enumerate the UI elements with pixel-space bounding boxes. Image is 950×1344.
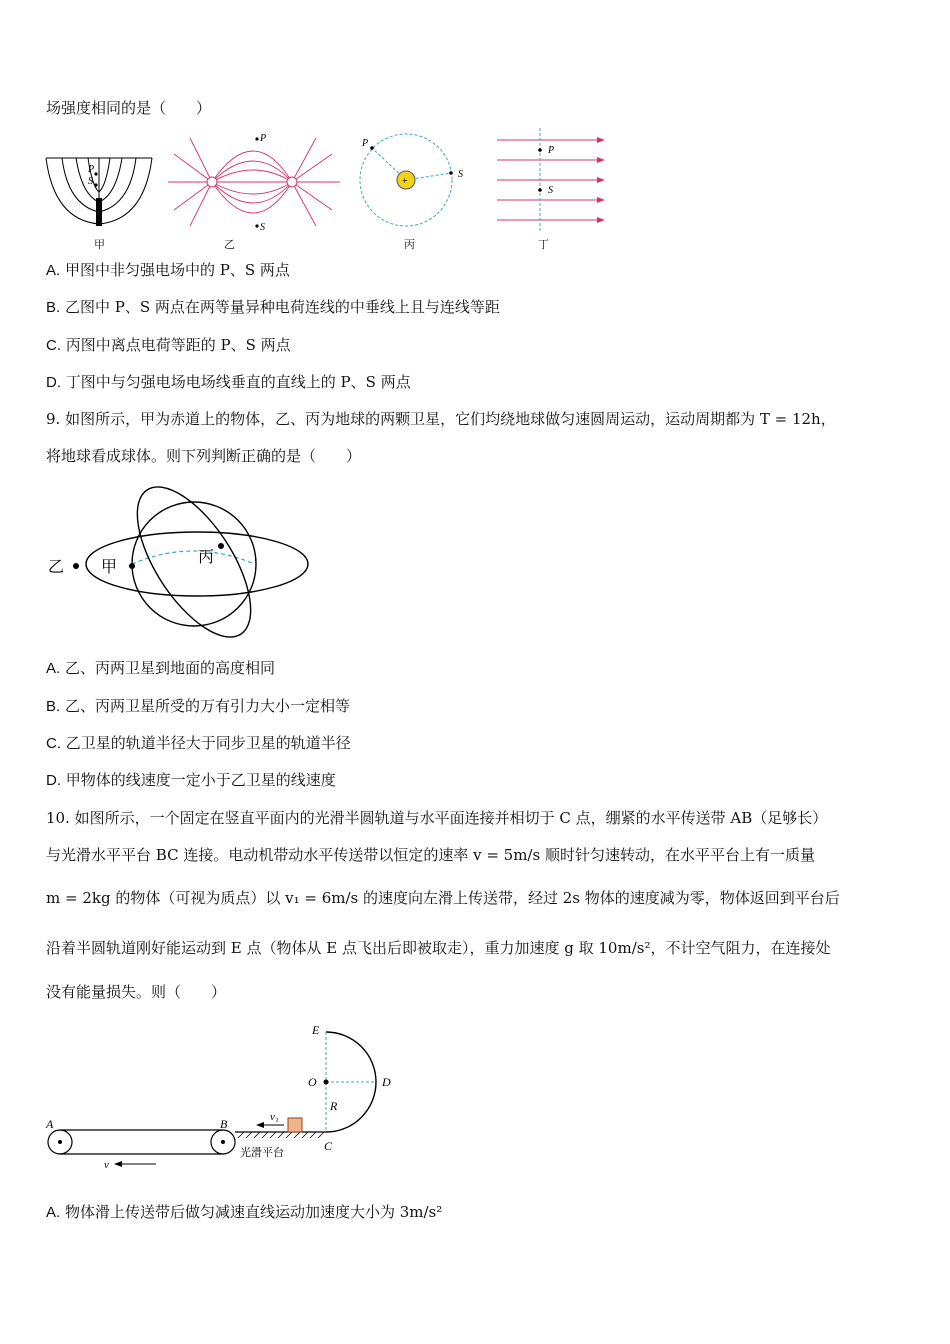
label-c: C bbox=[324, 1139, 333, 1153]
q10-stem-line5: 没有能量损失。则（ ） bbox=[46, 983, 227, 1001]
bing-plus: + bbox=[402, 176, 408, 187]
orbit-label-yi: 乙 bbox=[48, 559, 65, 576]
q9-option-c[interactable]: C. 乙卫星的轨道半径大于同步卫星的轨道半径 bbox=[46, 734, 351, 752]
figure-jia-caption: 甲 bbox=[94, 238, 105, 251]
q9-option-a[interactable]: A. 乙、丙两卫星到地面的高度相同 bbox=[46, 659, 275, 677]
figure-yi bbox=[164, 130, 344, 240]
jia-label-s: S bbox=[88, 176, 93, 187]
q10-option-a[interactable]: A. 物体滑上传送带后做匀减速直线运动加速度大小为 3m/s² bbox=[46, 1203, 443, 1221]
bing-label-p: P bbox=[362, 138, 369, 149]
figure-ding bbox=[495, 128, 610, 233]
jia-label-p: P bbox=[88, 164, 95, 175]
q8-option-d[interactable]: D. 丁图中与匀强电场电场线垂直的直线上的 P、S 两点 bbox=[46, 373, 411, 391]
label-v: v bbox=[104, 1159, 109, 1171]
bing-label-s: S bbox=[458, 169, 463, 180]
ding-label-p: P bbox=[548, 145, 555, 156]
yi-label-p: P bbox=[260, 133, 267, 144]
q8-option-b[interactable]: B. 乙图中 P、S 两点在两等量异种电荷连线的中垂线上且与连线等距 bbox=[46, 298, 500, 316]
q10-stem-line3: m = 2kg 的物体（可视为质点）以 v₁ = 6m/s 的速度向左滑上传送带，经过 2s 物体的速度减为零，物体返回到平台后 bbox=[46, 889, 840, 907]
label-o: O bbox=[308, 1075, 317, 1089]
q8-option-c[interactable]: C. 丙图中离点电荷等距的 P、S 两点 bbox=[46, 336, 291, 354]
q9-option-b[interactable]: B. 乙、丙两卫星所受的万有引力大小一定相等 bbox=[46, 697, 350, 715]
label-b: B bbox=[220, 1117, 228, 1131]
figure-bing bbox=[358, 128, 468, 233]
q10-stem-line4: 沿着半圆轨道刚好能运动到 E 点（物体从 E 点飞出后即被取走），重力加速度 g 取 10m/s²，不计空气阻力，在连接处 bbox=[46, 939, 831, 957]
label-a: A bbox=[46, 1117, 54, 1131]
label-r: R bbox=[330, 1099, 338, 1113]
figure-orbits bbox=[44, 480, 314, 645]
q9-option-d[interactable]: D. 甲物体的线速度一定小于乙卫星的线速度 bbox=[46, 771, 336, 789]
label-platform: 光滑平台 bbox=[240, 1147, 284, 1159]
figure-jia bbox=[44, 150, 154, 235]
q9-stem-line2: 将地球看成球体。则下列判断正确的是（ ） bbox=[46, 447, 362, 465]
ding-label-s: S bbox=[548, 185, 553, 196]
orbit-label-jia: 甲 bbox=[101, 559, 118, 576]
orbit-label-bing: 丙 bbox=[198, 549, 215, 566]
yi-label-s: S bbox=[260, 222, 265, 233]
label-v1: v₁ bbox=[270, 1111, 279, 1123]
label-d: D bbox=[382, 1075, 391, 1089]
label-e: E bbox=[312, 1023, 320, 1037]
figure-conveyor bbox=[44, 1018, 414, 1173]
q8-stem-tail: 场强度相同的是（ ） bbox=[46, 99, 212, 117]
figure-ding-caption: 丁 bbox=[538, 238, 549, 251]
q10-stem-line2: 与光滑水平平台 BC 连接。电动机带动水平传送带以恒定的速率 v = 5m/s 顺时针匀速转动，在水平平台上有一质量 bbox=[46, 846, 815, 864]
q10-stem-line1: 10. 如图所示，一个固定在竖直平面内的光滑半圆轨道与水平面连接并相切于 C 点，绷紧的水平传送带 AB（足够长） bbox=[46, 809, 828, 827]
figure-yi-caption: 乙 bbox=[224, 238, 235, 251]
q8-option-a[interactable]: A. 甲图中非匀强电场中的 P、S 两点 bbox=[46, 261, 290, 279]
q9-stem-line1: 9. 如图所示，甲为赤道上的物体，乙、丙为地球的两颗卫星，它们均绕地球做匀速圆周运动，运动周期都为 T = 12h， bbox=[46, 410, 836, 428]
figure-bing-caption: 丙 bbox=[404, 238, 415, 251]
